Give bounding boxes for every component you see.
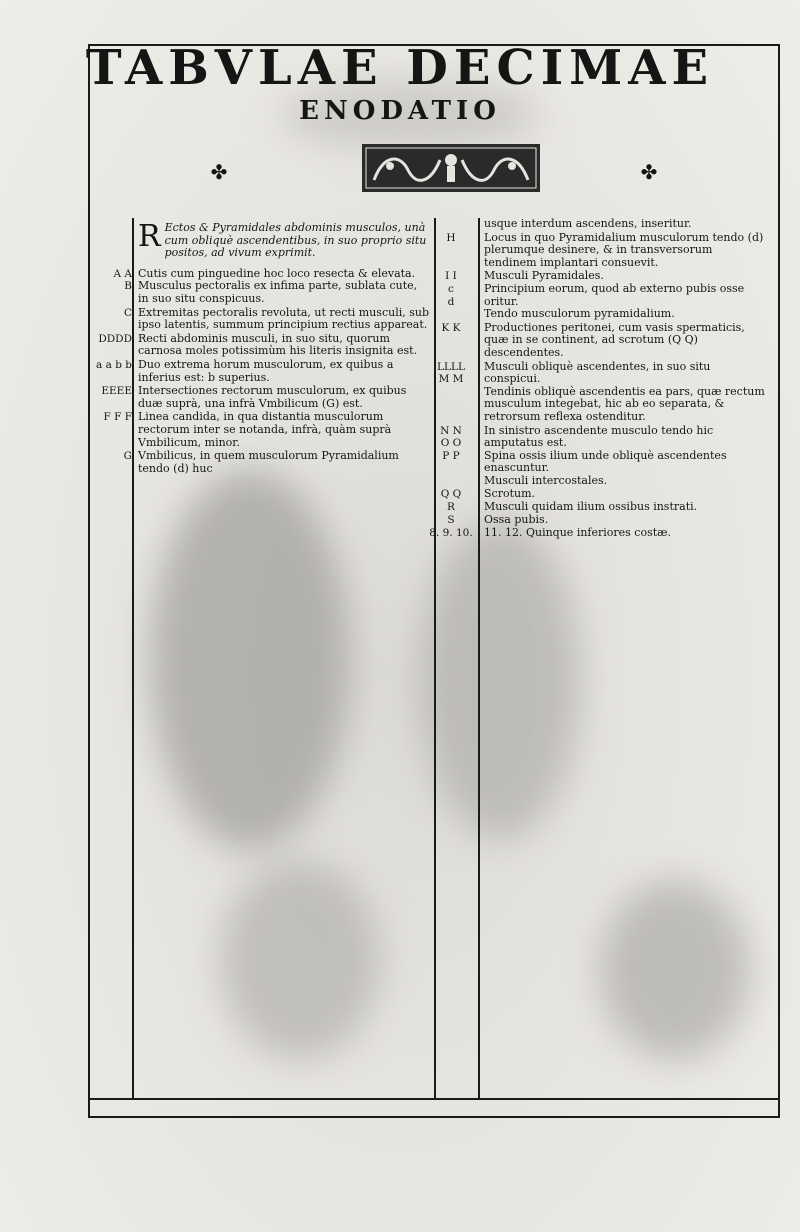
- bottom-rule: [88, 1098, 778, 1100]
- legend-entry: [445, 269, 768, 321]
- left-column: [96, 219, 430, 476]
- legend-key: Q Q R S: [440, 488, 462, 526]
- right-column: [429, 217, 768, 541]
- legend-entry: [440, 423, 768, 488]
- legend-key: G: [123, 450, 132, 463]
- legend-key: A A B: [113, 267, 132, 293]
- legend-entry: [113, 266, 430, 306]
- legend-key: K K: [441, 321, 461, 334]
- legend-text: Musculi Pyramidales. Principium eorum, quod ab externo pubis osse oritur. Tendo musculorum pyramidalium.: [484, 269, 745, 321]
- legend-text: Intersectiones rectorum musculorum, ex quibus duæ suprà, una infrà Vmbilicum (G) est.: [138, 384, 407, 410]
- legend-entry: [441, 320, 768, 360]
- legend-entry: [96, 357, 430, 384]
- page-title: TABVLAE DECIMAE: [85, 40, 715, 96]
- legend-key: DDDD: [98, 332, 132, 345]
- legend-entry: [123, 305, 430, 332]
- right-entries: [429, 217, 768, 540]
- legend-key: N N O O P P: [440, 424, 462, 462]
- legend-entry: [440, 487, 768, 526]
- legend-text: Recti abdominis musculi, in suo situ, quorum carnosa moles potissimùm his literis insignita est.: [138, 331, 418, 358]
- left-column-rule: [132, 218, 134, 1098]
- legend-text: Linea candida, in qua distantia musculorum rectorum inter se notanda, infrà, quàm suprà Vmbilicum, minor.: [138, 410, 392, 449]
- legend-text: Locus in quo Pyramidalium musculorum tendo (d) plerumque desinere, & in transversorum tendinem implantari consuevit.: [484, 230, 764, 269]
- legend-key: C: [123, 306, 132, 319]
- legend-key: a a b b: [96, 358, 132, 371]
- legend-text: Duo extrema horum musculorum, ex quibus a inferius est: b superius.: [138, 357, 394, 384]
- center-rule-left: [434, 218, 436, 1098]
- legend-text: Musculi obliquè ascendentes, in suo situ conspicui. Tendinis obliquè ascendentis ea pars, quæ rectum musculum integebat, hic ab eo separata, & retrorsum reflexa ostenditur.: [484, 359, 765, 423]
- intro-paragraph: [138, 219, 430, 260]
- legend-entry: [123, 449, 430, 475]
- legend-entry: [101, 384, 430, 410]
- legend-key: H: [446, 231, 456, 244]
- left-entries: [96, 266, 430, 476]
- drop-cap: R: [138, 219, 161, 254]
- legend-text: Productiones peritonei, cum vasis spermaticis, quæ in se continent, ad scrotum (Q Q) descendentes.: [484, 320, 745, 359]
- legend-entry: [103, 410, 430, 449]
- intro-text: Ectos & Pyramidales abdominis musculos, unà cum obliquè ascendentibus, in suo proprio situ positos, ad vivum exprimit.: [164, 221, 427, 260]
- decorative-headpiece-icon: [360, 140, 542, 196]
- center-rule-right: [478, 218, 480, 1098]
- legend-key: I I c d: [445, 270, 457, 308]
- legend-entry: [446, 230, 768, 270]
- legend-key: 8. 9. 10.: [429, 527, 473, 540]
- legend-entry: [429, 526, 768, 540]
- legend-entry: [484, 218, 768, 231]
- legend-key: F F F: [103, 411, 132, 424]
- legend-text: Cutis cum pinguedine hoc loco resecta & elevata. Musculus pectoralis ex infima parte, sublata cute, in suo situ conspicuus.: [138, 266, 418, 305]
- legend-key: EEEE: [101, 385, 132, 398]
- legend-key: LLLL M M: [437, 360, 465, 386]
- legend-entry: [437, 359, 768, 424]
- fleuron-icon: ✤: [640, 160, 658, 184]
- fleuron-icon: ✤: [210, 160, 228, 184]
- legend-text: In sinistro ascendente musculo tendo hic amputatus est. Spina ossis ilium unde obliquè ascendentes enascuntur. Musculi intercostales.: [484, 423, 727, 487]
- legend-entry: [98, 331, 430, 358]
- legend-text: Vmbilicus, in quem musculorum Pyramidalium tendo (d) huc: [138, 449, 399, 475]
- legend-text: Scrotum. Musculi quidam ilium ossibus instrati. Ossa pubis.: [484, 487, 698, 526]
- page-subtitle: ENODATIO: [299, 96, 501, 126]
- legend-text: 11. 12. Quinque inferiores costæ.: [484, 526, 671, 540]
- legend-text: usque interdum ascendens, inseritur.: [484, 217, 692, 230]
- legend-text: Extremitas pectoralis revoluta, ut recti musculi, sub ipso latentis, summum principium rectius appareat.: [138, 305, 429, 332]
